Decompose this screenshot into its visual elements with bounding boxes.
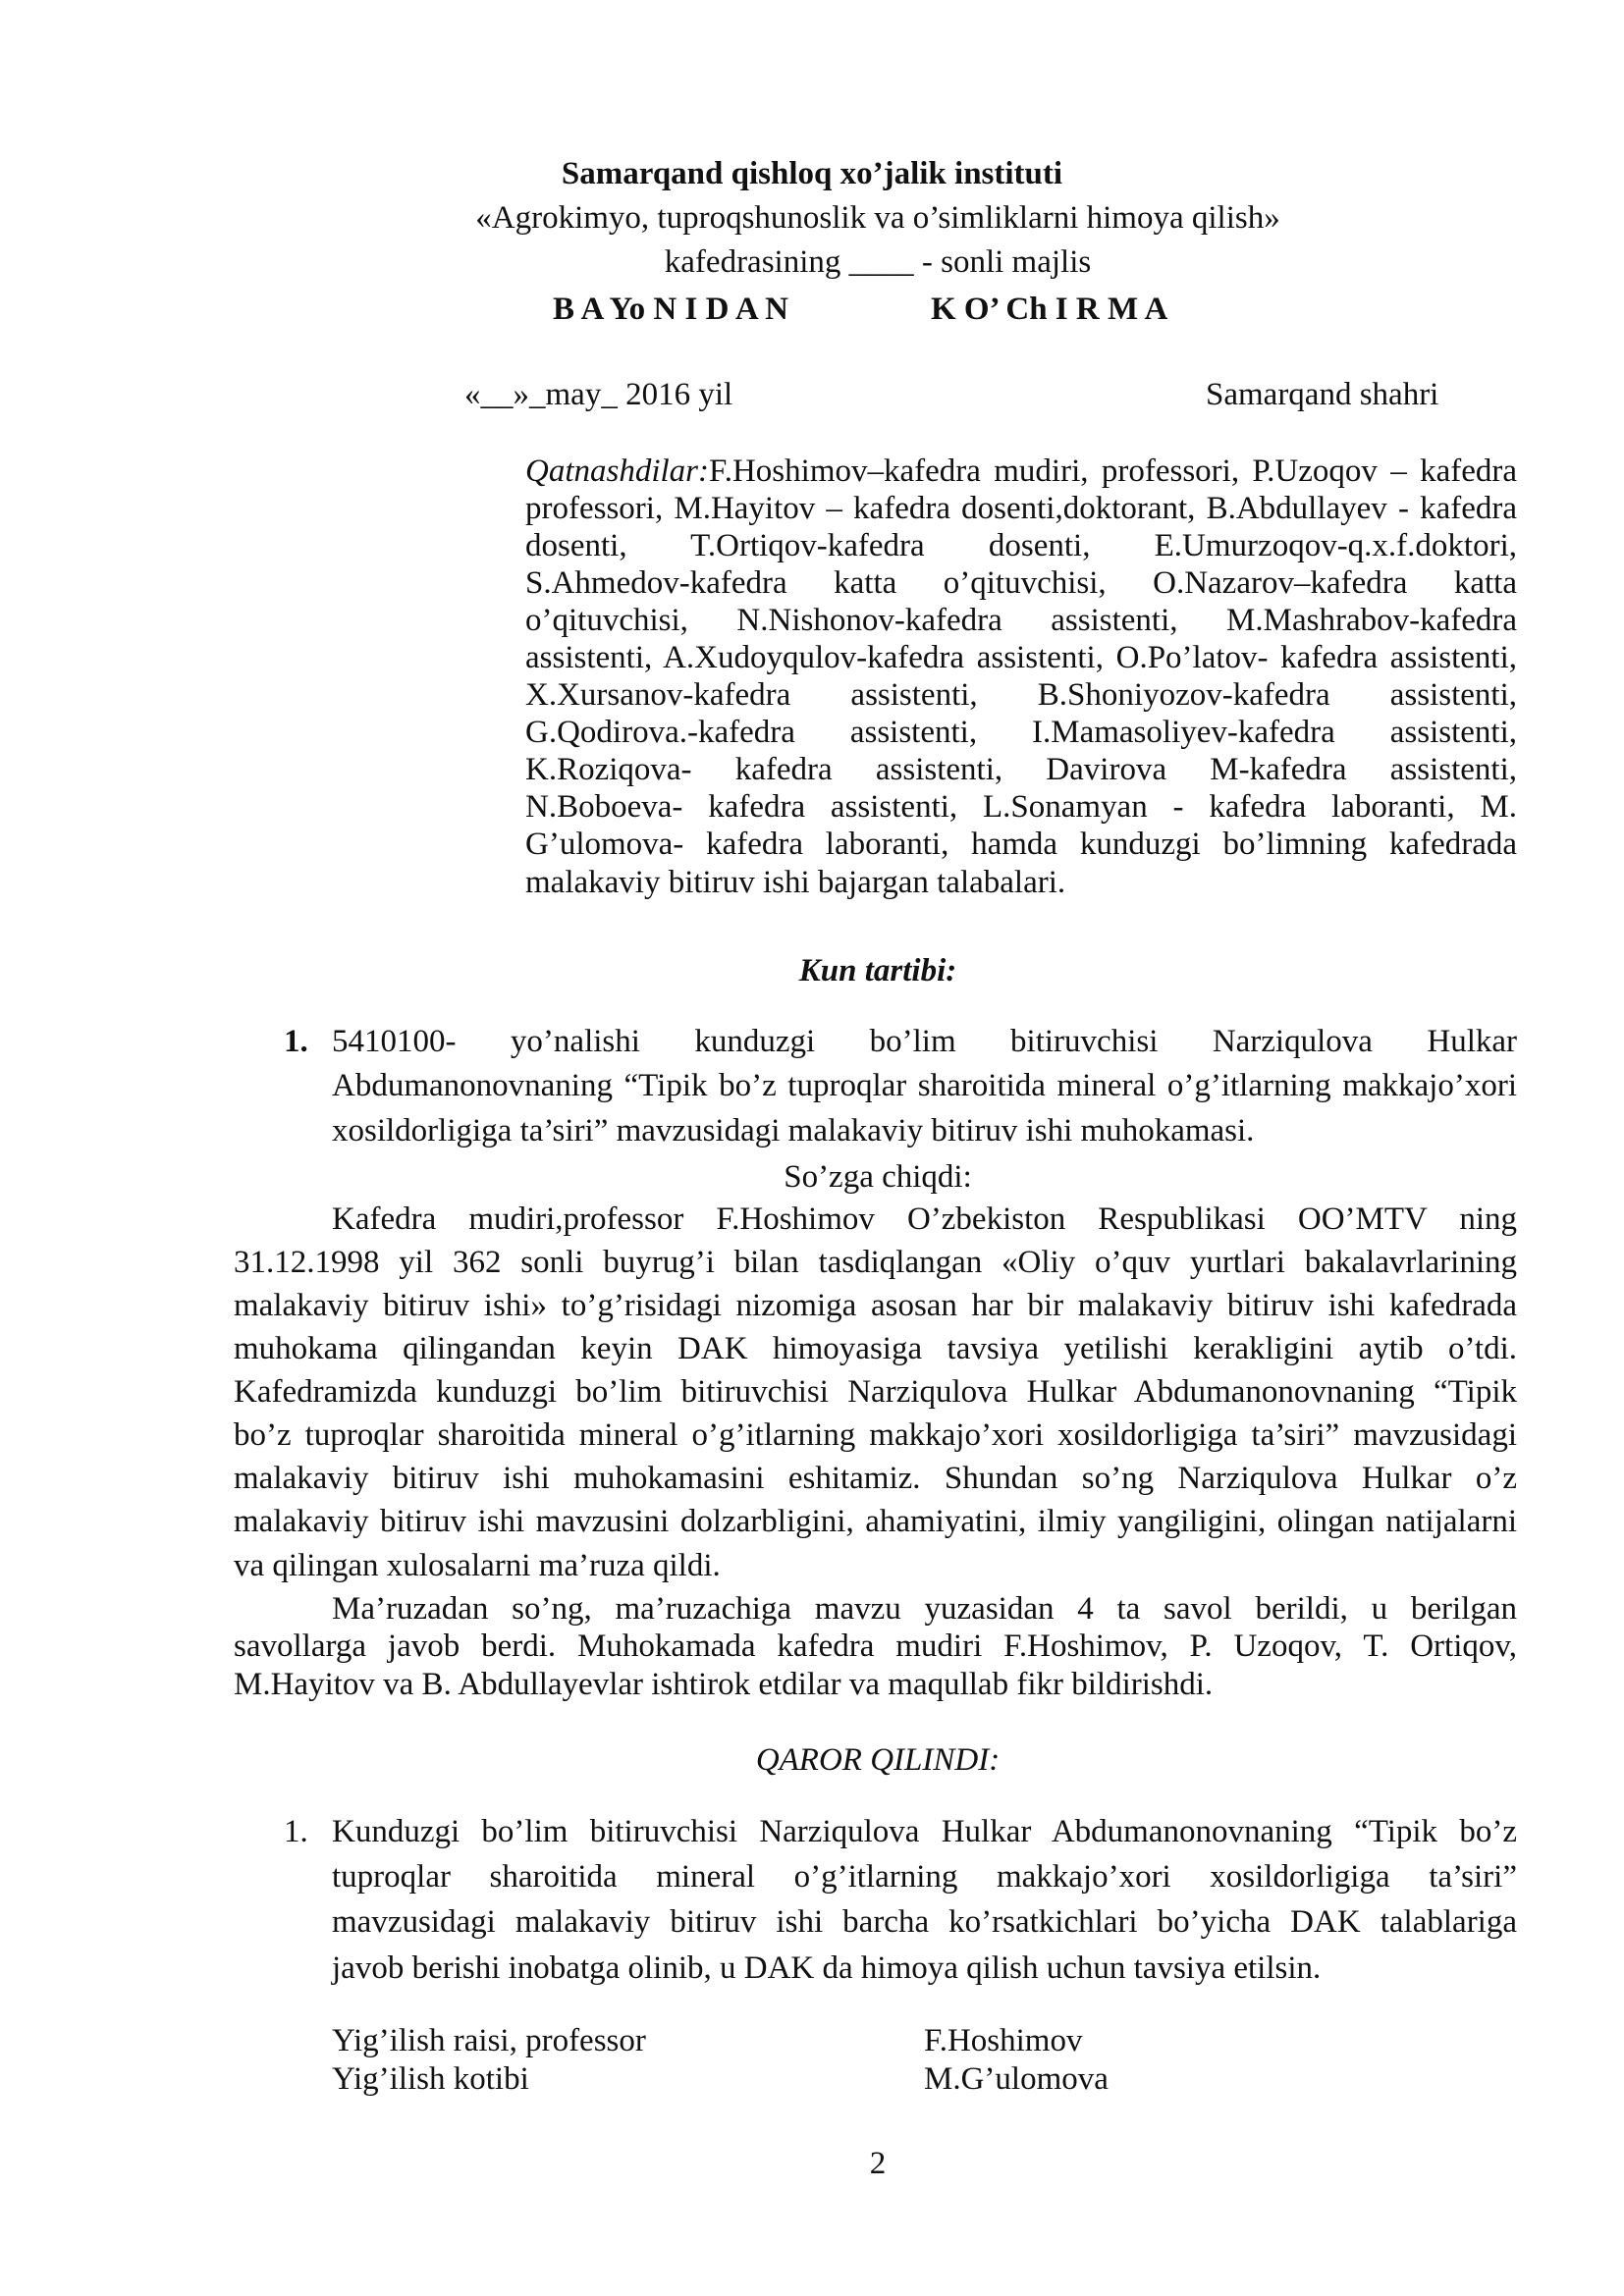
speech-line: savollarga javob berdi. Muhokamada kafedra mudiri F.Hoshimov, P. Uzoqov, T. Ortiqov,: [234, 1629, 1517, 1664]
participants-line: o’qituvchisi, N.Nishonov-kafedra assistenti, M.Mashrabov-kafedra: [525, 603, 1517, 638]
speech-line: malakaviy bitiruv ishi» to’g’risidagi nizomiga asosan har bir malakaviy bitiruv ishi kafedrada: [234, 1288, 1517, 1323]
department-name: «Agrokimyo, tuproqshunoslik va o’simliklarni himoya qilish»: [475, 200, 1280, 236]
decision-line: Kunduzgi bo’lim bitiruvchisi Narziqulova Hulkar Abdumanonovnaning “Tipik bo’z: [332, 1814, 1517, 1849]
agenda-item-line: xosildorligiga ta’siri” mavzusidagi malakaviy bitiruv ishi muhokamasi.: [332, 1113, 1255, 1148]
participants-line: malakaviy bitiruv ishi bajargan talabalari.: [525, 865, 1066, 900]
participants-line: Qatnashdilar:F.Hoshimov–kafedra mudiri, professori, P.Uzoqov – kafedra: [525, 454, 1517, 489]
meeting-city: Samarqand shahri: [1206, 377, 1439, 412]
secretary-name: M.G’ulomova: [924, 2061, 1109, 2097]
page-number: 2: [869, 2146, 887, 2181]
institute-name: Samarqand qishloq xo’jalik instituti: [561, 156, 1063, 191]
agenda-item-line: Abdumanonovnaning “Tipik bo’z tuproqlar sharoitida mineral o’g’itlarning makkajo’xori: [332, 1068, 1517, 1103]
speech-line: Kafedra mudiri,professor F.Hoshimov O’zbekiston Respublikasi OO’MTV ning: [332, 1201, 1517, 1237]
participants-line: S.Ahmedov-kafedra katta o’qituvchisi, O.Nazarov–kafedra katta: [525, 565, 1517, 601]
speech-line: malakaviy bitiruv ishi mavzusini dolzarbligini, ahamiyatini, ilmiy yangiligini, olingan natijalarni: [234, 1504, 1517, 1539]
chair-role: Yig’ilish raisi, professor: [332, 2023, 646, 2058]
participants-line: G’ulomova- kafedra laboranti, hamda kunduzgi bo’limning kafedrada: [525, 827, 1517, 862]
decision-line: javob berishi inobatga olinib, u DAK da himoya qilish uchun tavsiya etilsin.: [332, 1950, 1322, 1986]
speech-line: M.Hayitov va B. Abdullayevlar ishtirok etdilar va maqullab fikr bildirishdi.: [234, 1667, 1214, 1702]
meeting-line: kafedrasining ____ - sonli majlis: [664, 244, 1092, 280]
participants-line: X.Xursanov-kafedra assistenti, B.Shoniyozov-kafedra assistenti,: [525, 677, 1517, 713]
speech-line: bo’z tuproqlar sharoitida mineral o’g’itlarning makkajo’xori xosildorligiga ta’siri” mavzusidagi: [234, 1417, 1517, 1453]
speech-line: Kafedramizda kunduzgi bo’lim bitiruvchisi Narziqulova Hulkar Abdumanonovnaning “Tipik: [234, 1374, 1517, 1410]
decision-item-number: 1.: [284, 1814, 308, 1849]
speech-line: 31.12.1998 yil 362 sonli buyrug’i bilan tasdiqlangan «Oliy o’quv yurtlari bakalavrlarining: [234, 1245, 1517, 1280]
decision-line: mavzusidagi malakaviy bitiruv ishi barcha ko’rsatkichlari bo’yicha DAK talablariga: [332, 1904, 1517, 1940]
speech-line: muhokama qilingandan keyin DAK himoyasiga tavsiya yetilishi kerakligini aytib o’tdi.: [234, 1331, 1517, 1366]
participants-line: dosenti, T.Ortiqov-kafedra dosenti, E.Umurzoqov-q.x.f.doktori,: [525, 528, 1517, 563]
participants-label: Qatnashdilar:: [525, 454, 710, 489]
agenda-heading: Kun tartibi:: [798, 953, 957, 988]
doc-title-left: B A Yo N I D A N: [553, 292, 788, 327]
decision-line: tuproqlar sharoitida mineral o’g’itlarning makkajo’xori xosildorligiga ta’siri”: [332, 1859, 1517, 1895]
speech-line: malakaviy bitiruv ishi muhokamasini eshitamiz. Shundan so’ng Narziqulova Hulkar o’z: [234, 1461, 1517, 1496]
meeting-date: «__»_may_ 2016 yil: [464, 377, 733, 412]
participants-line: G.Qodirova.-kafedra assistenti, I.Mamasoliyev-kafedra assistenti,: [525, 715, 1517, 750]
speakers-heading: So’zga chiqdi:: [784, 1159, 972, 1195]
speech-line: Ma’ruzadan so’ng, ma’ruzachiga mavzu yuzasidan 4 ta savol berildi, u berilgan: [332, 1591, 1517, 1627]
speech-line: va qilingan xulosalarni ma’ruza qildi.: [234, 1548, 721, 1583]
secretary-role: Yig’ilish kotibi: [332, 2061, 529, 2097]
agenda-item-line: 5410100- yo’nalishi kunduzgi bo’lim bitiruvchisi Narziqulova Hulkar: [332, 1024, 1517, 1059]
chair-name: F.Hoshimov: [924, 2023, 1083, 2058]
participants-line: K.Roziqova- kafedra assistenti, Davirova M-kafedra assistenti,: [525, 752, 1517, 787]
decision-heading: QAROR QILINDI:: [755, 1742, 1001, 1778]
participants-line: assistenti, A.Xudoyqulov-kafedra assistenti, O.Po’latov- kafedra assistenti,: [525, 640, 1517, 675]
agenda-item-number: 1.: [284, 1024, 308, 1059]
doc-title-right: K O’ Ch I R M A: [931, 292, 1168, 327]
participants-line: professori, M.Hayitov – kafedra dosenti,doktorant, B.Abdullayev - kafedra: [525, 491, 1517, 526]
participants-line: N.Boboeva- kafedra assistenti, L.Sonamyan - kafedra laboranti, M.: [525, 789, 1517, 825]
